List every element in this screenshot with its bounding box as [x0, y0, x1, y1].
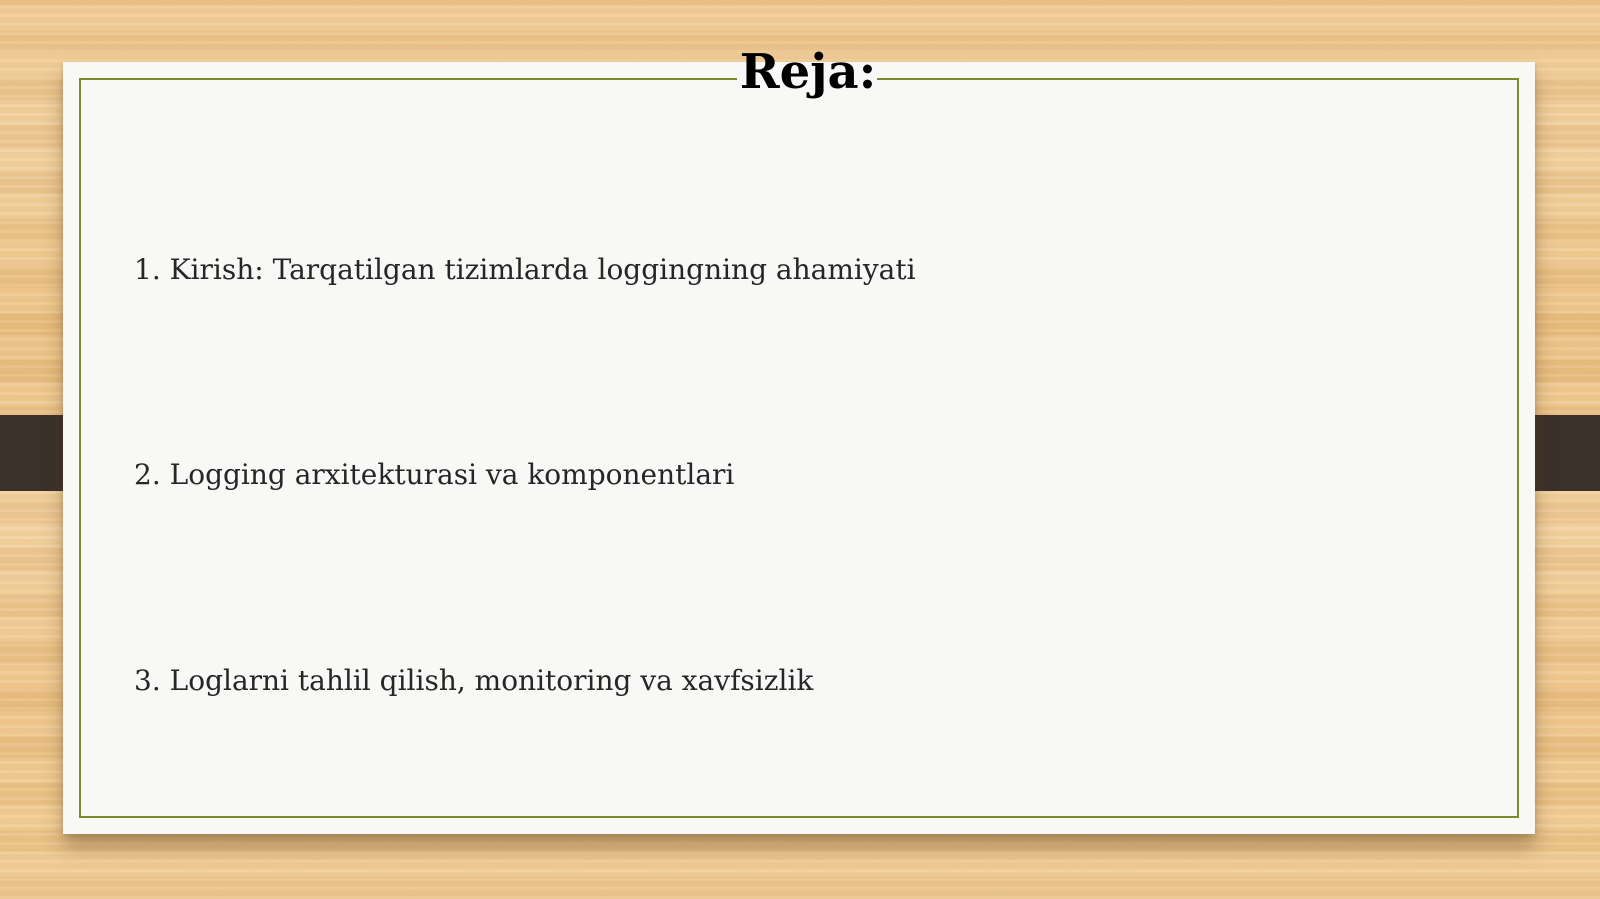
slide-card — [63, 62, 1535, 834]
plan-item-3: 3. Loglarni tahlil qilish, monitoring va xavfsizlik — [134, 664, 814, 697]
slide-title: Reja: — [739, 44, 877, 100]
plan-item-2: 2. Logging arxitekturasi va komponentlari — [134, 458, 735, 491]
slide-frame — [79, 78, 1519, 818]
plan-item-1: 1. Kirish: Tarqatilgan tizimlarda loggingning ahamiyati — [134, 253, 916, 286]
